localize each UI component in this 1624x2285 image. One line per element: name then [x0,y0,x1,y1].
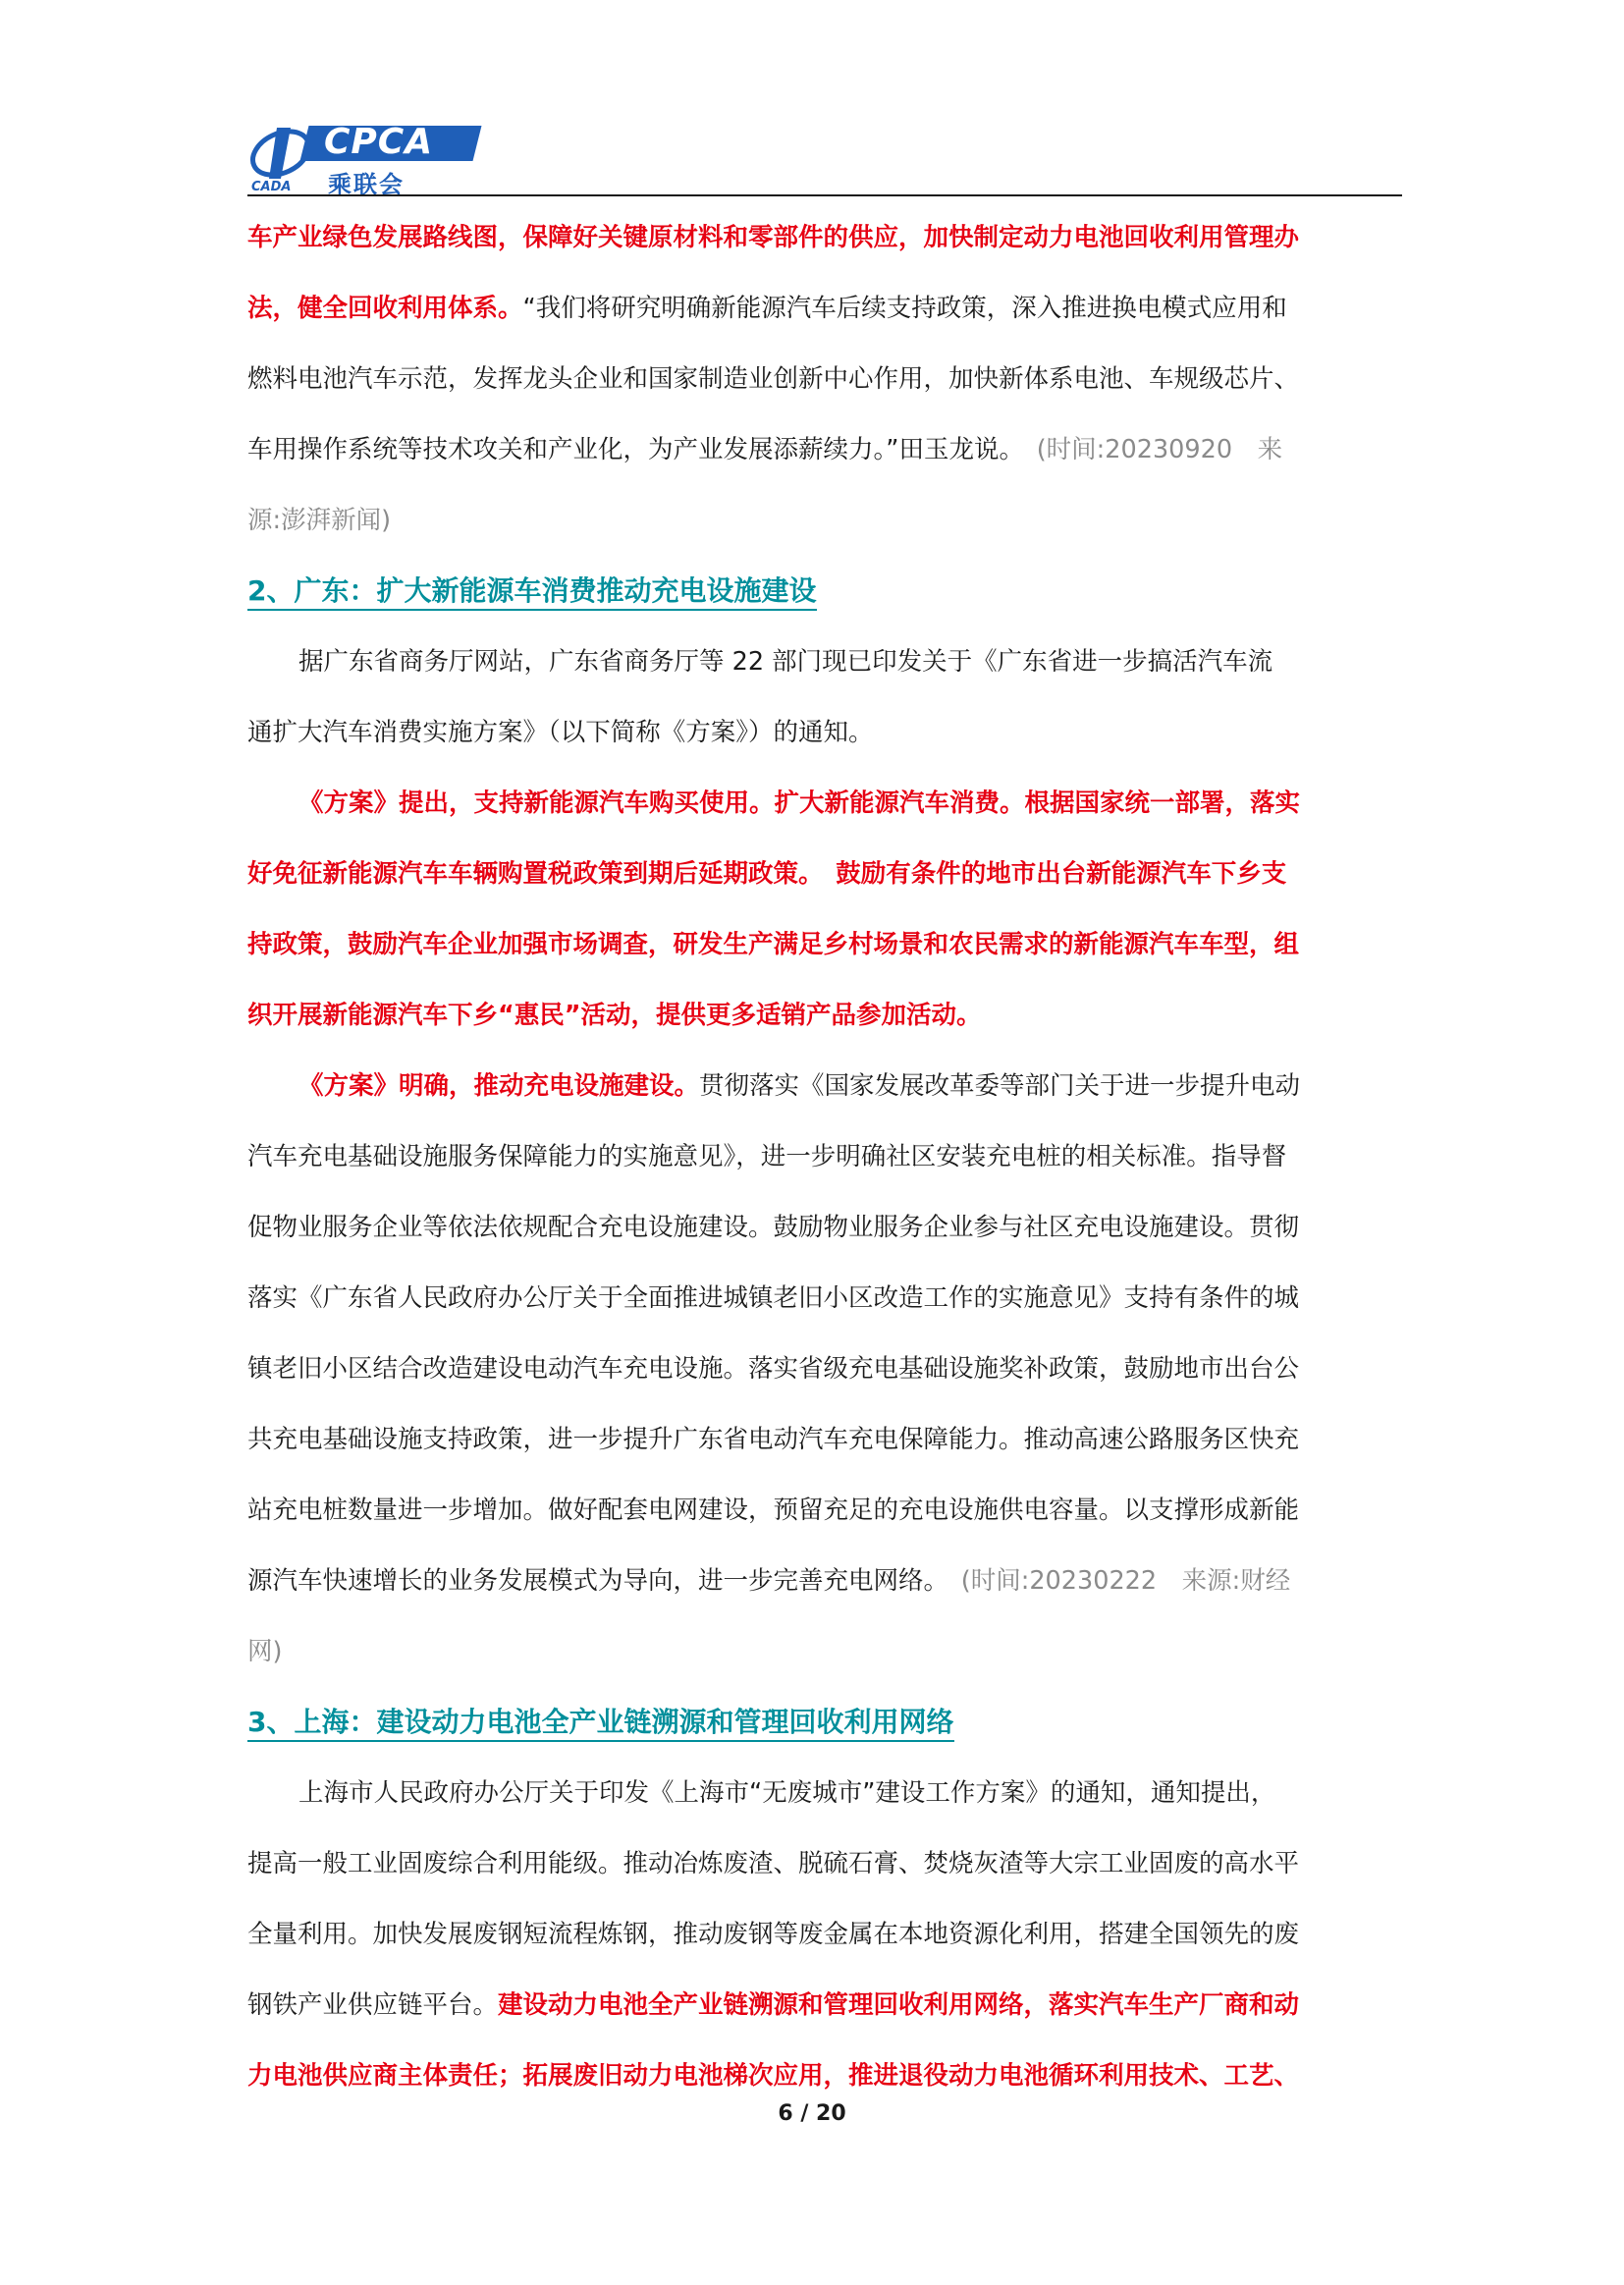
text-line: 促物业服务企业等依法依规配合充电设施建设。鼓励物业服务企业参与社区充电设施建设。贯彻 [247,1213,1300,1242]
text-line: 全量利用。加快发展废钢短流程炼钢，推动废钢等废金属在本地资源化利用，搭建全国领先的废 [247,1920,1300,1949]
section-heading [247,1687,1402,1758]
text-line: 《方案》提出，支持新能源汽车购买使用。扩大新能源汽车消费。根据国家统一部署，落实 [298,789,1301,818]
text-line: 好免征新能源汽车车辆购置税政策到期后延期政策。 鼓励有条件的地市出台新能源汽车下乡支 [247,859,1287,889]
text-line: 车产业绿色发展路线图，保障好关键原材料和零部件的供应，加快制定动力电池回收利用管理办 [247,223,1300,252]
logo-mark-text: CADA [251,180,292,194]
logo-text: CPCA [324,122,434,162]
logo-subtitle: 乘联会 [328,171,405,198]
page-number [0,2101,1624,2126]
emphasis-text: 建设动力电池全产业链溯源和管理回收利用网络，落实汽车生产厂商和动 [498,1990,1300,2020]
page-separator: / [800,2101,809,2126]
source-note: (时间:20230222 来源:财经 [960,1566,1291,1596]
text-line: 织开展新能源汽车下乡“惠民”活动，提供更多适销产品参加活动。 [247,1001,982,1030]
page-current: 6 [778,2101,793,2126]
body-text: 钢铁产业供应链平台。 [247,1990,499,2020]
body-text: “我们将研究明确新能源汽车后续支持政策，深入推进换电模式应用和 [522,294,1287,323]
source-note: (时间:20230920 来 [1036,435,1283,464]
text-line: 汽车充电基础设施服务保障能力的实施意见》，进一步明确社区安装充电桩的相关标准。指导督 [247,1142,1287,1171]
text-line [247,1970,1402,2040]
emphasis-text: 法，健全回收利用体系。 [247,294,523,323]
text-line: 上海市人民政府办公厅关于印发《上海市“无废城市”建设工作方案》的通知，通知提出， [298,1778,1276,1808]
body-text: 源汽车快速增长的业务发展模式为导向，进一步完善充电网络。 [247,1566,937,1596]
section-heading [247,556,1402,626]
header-rule [247,194,1402,196]
document-body [247,202,1402,2111]
page-total: 20 [816,2101,846,2126]
text-line [247,414,1402,485]
source-note: 网) [247,1637,283,1666]
text-line: 落实《广东省人民政府办公厅关于全面推进城镇老旧小区改造工作的实施意见》支持有条件的城 [247,1283,1300,1313]
text-line: 站充电桩数量进一步增加。做好配套电网建设，预留充足的充电设施供电容量。以支撑形成新能 [247,1496,1300,1525]
section-heading-text: 2、广东：扩大新能源车消费推动充电设施建设 [247,574,817,611]
section-heading-text: 3、上海：建设动力电池全产业链溯源和管理回收利用网络 [247,1706,954,1742]
text-line: 持政策，鼓励汽车企业加强市场调查，研发生产满足乡村场景和农民需求的新能源汽车车型，组 [247,930,1300,959]
source-note: 源:澎湃新闻) [247,506,392,535]
text-line: 镇老旧小区结合改造建设电动汽车充电设施。落实省级充电基础设施奖补政策，鼓励地市出台公 [247,1354,1300,1384]
cpca-logo [247,114,483,196]
text-line [247,273,1402,344]
text-line [247,1546,1402,1616]
body-text: 贯彻落实《国家发展改革委等部门关于进一步提升电动 [699,1071,1301,1101]
emphasis-text: 《方案》明确，推动充电设施建设。 [298,1071,700,1101]
text-line: 力电池供应商主体责任；拓展废旧动力电池梯次应用，推进退役动力电池循环利用技术、工艺、 [247,2061,1300,2091]
body-text: 车用操作系统等技术攻关和产业化，为产业发展添薪续力。”田玉龙说。 [247,435,1012,464]
page-header [247,110,1402,196]
text-line: 据广东省商务厅网站，广东省商务厅等 22 部门现已印发关于《广东省进一步搞活汽车流 [298,647,1273,677]
text-line: 提高一般工业固废综合利用能级。推动冶炼废渣、脱硫石膏、焚烧灰渣等大宗工业固废的高水平 [247,1849,1300,1878]
text-line: 燃料电池汽车示范，发挥龙头企业和国家制造业创新中心作用，加快新体系电池、车规级芯片、 [247,364,1300,394]
text-line: 共充电基础设施支持政策，进一步提升广东省电动汽车充电保障能力。推动高速公路服务区快充 [247,1425,1300,1454]
text-line [247,1051,1402,1121]
text-line: 通扩大汽车消费实施方案》（以下简称《方案》）的通知。 [247,718,874,747]
